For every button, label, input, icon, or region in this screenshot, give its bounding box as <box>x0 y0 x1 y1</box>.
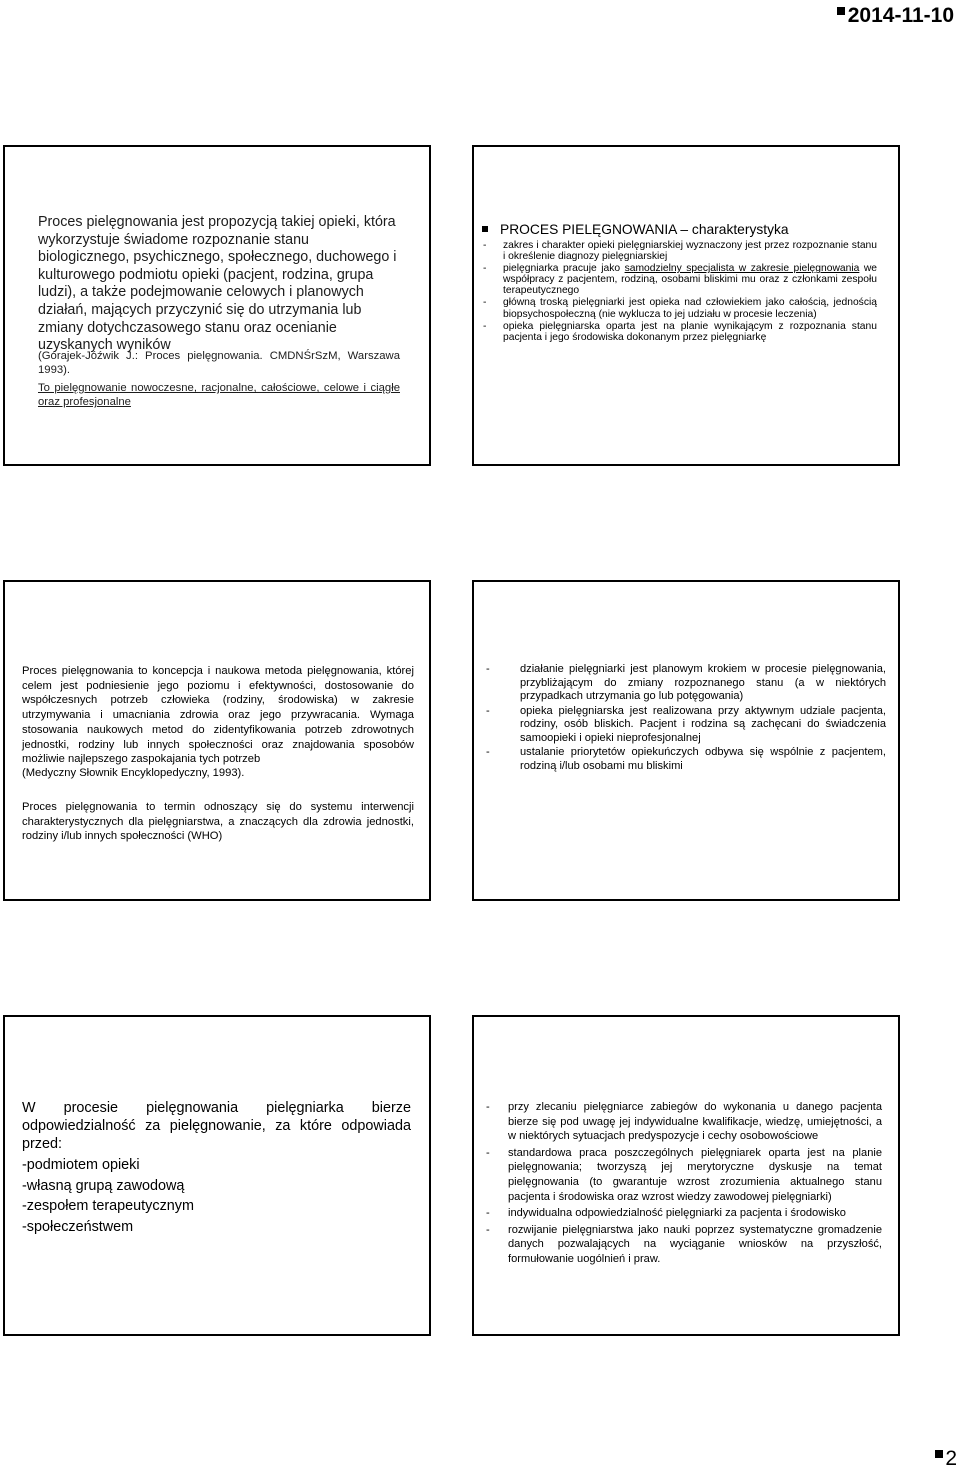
list-item <box>486 746 886 773</box>
definition-text: Proces pielęgnowania jest propozycją takiej opieki, która wykorzystuje świadome rozpoznanie stanu biologicznego, psychicznego, społecznego, duchowego i kulturowego podmiotu opieki (pacjent, rodzina, grupa ludzi), a także podejmowanie celowych i planowych działań, mających przyczynić się do utrzymania lub zmiany dotychczasowego stanu oraz ocenianie uzyskanych wyników <box>38 214 397 354</box>
summary-note: To pielęgnowanie nowoczesne, racjonalne, całościowe, celowe i ciągłe oraz profesjonalne <box>38 382 400 409</box>
characteristics-list <box>483 240 877 344</box>
list-item <box>486 1100 882 1144</box>
slide-title-text: PROCES PIELĘGNOWANIA – charakterystyka <box>500 222 789 237</box>
list-item <box>486 1223 882 1267</box>
list-item-text: standardowa praca poszczególnych pielęgniarek oparta jest na planie pielęgnowania; tworzyszą jej merytoryczne dyskusje na temat pielęgnowania (to gwarantuje wzrost zrozumienia aktualnego stanu pacjenta i środowiska oraz wzrost wiedzy zawodowej pielęgniarki) <box>508 1146 882 1203</box>
dash-bullet: - <box>486 1207 490 1220</box>
dash-bullet: - <box>486 704 490 717</box>
dash-bullet: - <box>483 240 487 251</box>
slide-1 <box>3 145 431 466</box>
list-item-text: we współpracy z pacjentem, rodziną, osobami bliskimi mu oraz z członkami zespołu terapeutycznego <box>503 263 877 297</box>
dash-bullet: - <box>483 297 487 309</box>
list-item <box>483 321 877 343</box>
dash-bullet: - <box>483 263 487 275</box>
page-number <box>935 1447 957 1471</box>
reference-text: (Medyczny Słownik Encyklopedyczny, 1993). <box>22 767 245 779</box>
list-item: -społeczeństwem <box>22 1219 134 1236</box>
practice-list <box>486 1100 882 1269</box>
bullet-square-icon <box>935 1450 943 1458</box>
slide-3 <box>3 580 431 901</box>
page-number-text: 2 <box>945 1447 957 1470</box>
responsibility-intro: W procesie pielęgnowania pielęgniarka bierze odpowiedzialność za pielęgnowanie, za które odpowiada przed: <box>22 1100 411 1152</box>
list-item: -podmiotem opieki <box>22 1157 140 1173</box>
list-item-text: główną troską pielęgniarki jest opieka nad człowiekiem jako całością, jednością biopsychospołeczną (nie wyklucza to jej udziału w procesie leczenia) <box>503 297 877 320</box>
definition-paragraph: Proces pielęgnowania to koncepcja i naukowa metoda pielęgnowania, której celem jest podniesienie jego poziomu i efektywności, dostosowanie do współczesnych potrzeb człowieka (rodziny, środowiska) w zakresie utrzymywania i umacniania zdrowia oraz jego przywracania. Wymaga stosowania naukowych metod do zidentyfikowania potrzeb zdrowotnych jednostki, rodziny lub innych społeczności oraz znajdowania sposobów możliwie najlepszego zaspokajania tych potrzeb <box>22 665 414 766</box>
list-item <box>486 1146 882 1204</box>
list-item-text: działanie pielęgniarki jest planowym krokiem w procesie pielęgnowania, przybliżającym do zmiany rozpoznanego stanu (a w niektórych przypadkach utrzymania go lub potęgowania) <box>520 663 886 702</box>
list-item: -zespołem terapeutycznym <box>22 1198 194 1215</box>
list-item-text: przy zlecaniu pielęgniarce zabiegów do wykonania u danego pacjenta bierze się pod uwagę jej indywidualne kwalifikacje, wiedzę, umiejętności, a w niektórych sytuacjach predyspozycje i cechy osobowościowe <box>508 1101 882 1143</box>
list-item <box>483 297 877 319</box>
slide-6 <box>472 1015 900 1336</box>
date-text: 2014-11-10 <box>847 4 954 27</box>
reference-text: (Górajek-Jóźwik J.: Proces pielęgnowania. CMDNŚrSzM, Warszawa 1993). <box>38 350 400 377</box>
list-item <box>483 263 877 296</box>
list-item <box>486 663 886 704</box>
page-date <box>837 4 954 28</box>
list-item-text: zakres i charakter opieki pielęgniarskiej wyznaczony jest przez rozpoznanie stanu i określenie diagnozy pielęgniarskiej <box>503 240 877 263</box>
process-list <box>486 663 886 774</box>
dash-bullet: - <box>486 1101 490 1113</box>
responsibility-list <box>22 1155 411 1238</box>
who-definition-paragraph: Proces pielęgnowania to termin odnoszący się do systemu interwencji charakterystycznych dla pielęgniarstwa, a znaczących dla zdrowia jednostki, rodziny i/lub innych społeczności (WHO) <box>22 801 414 843</box>
list-item-text: opieka pielęgniarska oparta jest na planie wynikającym z rozpoznania stanu pacjenta i jego środowiska dokonanym przez pielęgniarkę <box>503 320 877 343</box>
dash-bullet: - <box>483 320 487 332</box>
list-item-text: opieka pielęgniarska jest realizowana przy aktywnym udziale pacjenta, rodziny, osób bliskich. Pacjent i rodzina są zachęcani do świadczenia samoopieki i opieki nieprofesjonalnej <box>520 704 886 744</box>
list-item-text: pielęgniarka pracuje jako <box>503 263 625 275</box>
slide-5 <box>3 1015 431 1336</box>
dash-bullet: - <box>486 663 490 675</box>
bullet-square-icon <box>837 7 845 15</box>
list-item <box>486 705 886 746</box>
dash-bullet: - <box>486 1146 490 1159</box>
bullet-square-icon <box>482 226 488 232</box>
list-item-text: rozwijanie pielęgniarstwa jako nauki poprzez systematyczne gromadzenie danych pozwalających na wyciąganie wniosków na przyszłość, formułowanie uogólnień i praw. <box>508 1223 882 1265</box>
list-item <box>483 240 877 262</box>
list-item: -własną grupą zawodową <box>22 1177 185 1194</box>
slide-2 <box>472 145 900 466</box>
list-item-text: indywidualna odpowiedzialność pielęgniarki za pacjenta i środowisko <box>508 1207 846 1220</box>
list-item-text: ustalanie priorytetów opiekuńczych odbywa się wspólnie z pacjentem, rodziną i/lub osobami mu bliskimi <box>520 746 886 772</box>
dash-bullet: - <box>486 1223 490 1236</box>
list-item <box>486 1206 882 1221</box>
slide-title <box>482 222 882 238</box>
dash-bullet: - <box>486 746 490 758</box>
underlined-phrase: samodzielny specjalista w zakresie pielęgnowania <box>624 263 860 275</box>
slide-4 <box>472 580 900 901</box>
